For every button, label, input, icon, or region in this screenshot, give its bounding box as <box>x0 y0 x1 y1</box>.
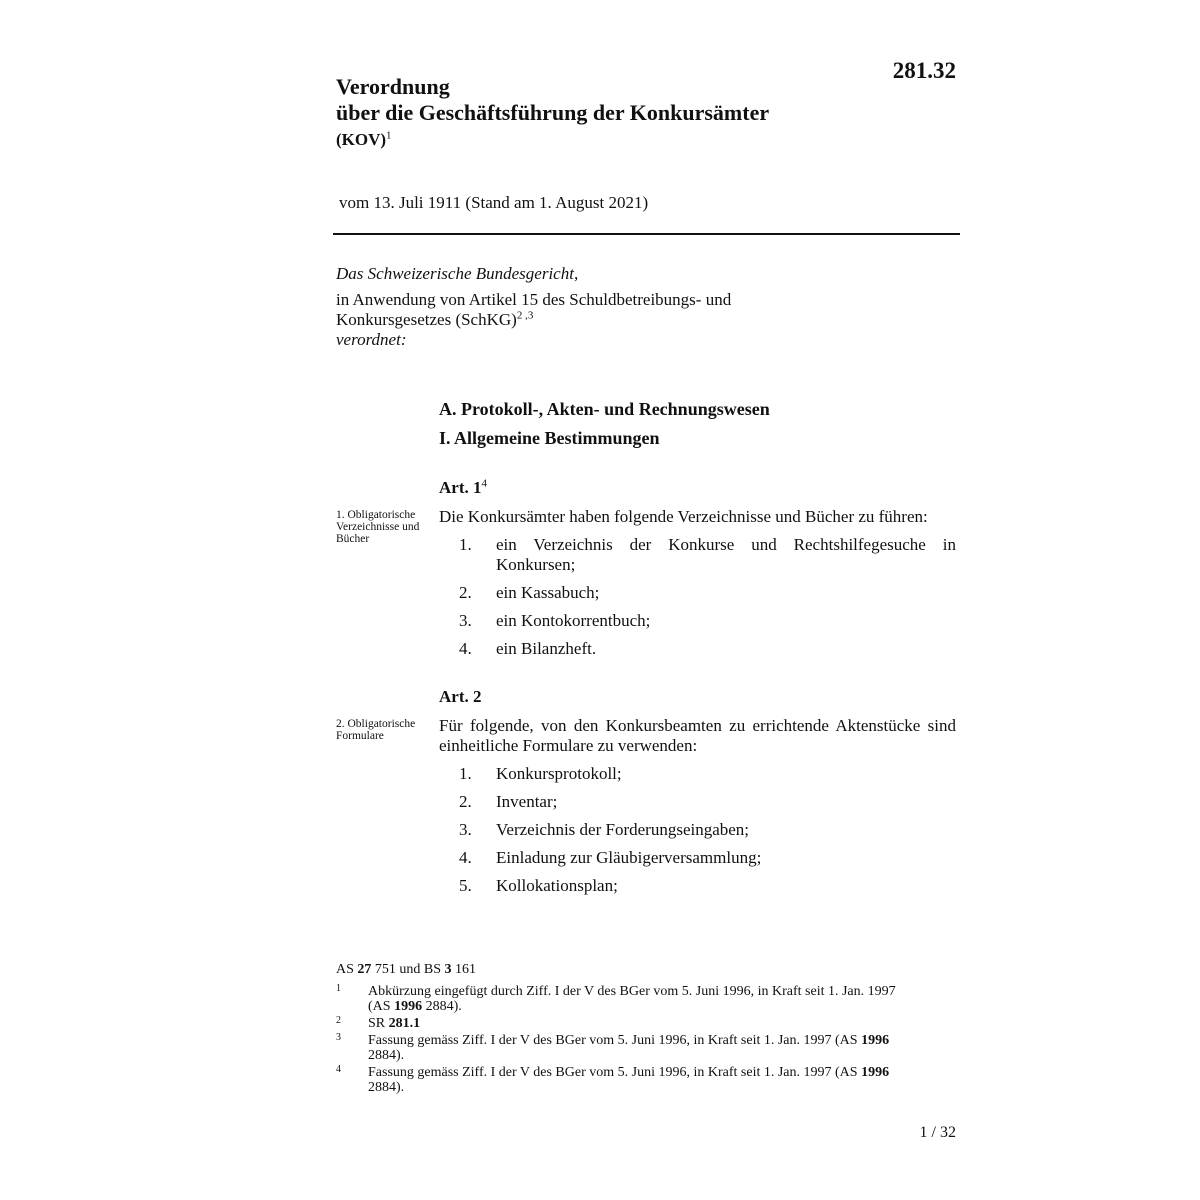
sr-number: 281.32 <box>892 58 956 83</box>
list-item <box>459 583 956 603</box>
footnote <box>336 1065 916 1095</box>
list-item <box>459 848 956 868</box>
footnote-bold: 1996 <box>861 1033 890 1048</box>
section-i-heading: I. Allgemeine Bestimmungen <box>439 428 660 448</box>
preamble-basis-text: Konkursgesetzes (SchKG) <box>336 310 517 329</box>
source-bold: 27 <box>357 962 372 977</box>
list-item-number: 5. <box>459 876 472 895</box>
footnote-number: 4 <box>336 1064 341 1075</box>
title-line-2: über die Geschäftsführung der Konkursämter <box>336 100 770 125</box>
footnote-ref-2-3[interactable]: 2 ,3 <box>516 309 534 322</box>
footnote-bold: 281.1 <box>388 1016 421 1031</box>
source-text: 751 und BS <box>371 962 445 977</box>
footnotes <box>336 984 916 1097</box>
art-2-margin-note: 2. Obligatorische Formulare <box>336 718 416 742</box>
document-date: vom 13. Juli 1911 (Stand am 1. August 2021) <box>339 193 649 212</box>
section-a-heading: A. Protokoll-, Akten- und Rechnungswesen <box>439 399 770 419</box>
list-item <box>459 876 956 896</box>
list-item <box>459 639 956 659</box>
title-line-1: Verordnung <box>336 74 450 99</box>
list-item-text: ein Bilanzheft. <box>496 639 597 658</box>
list-item-number: 1. <box>459 764 472 783</box>
art-1-margin-note: 1. Obligatorische Verzeichnisse und Bücher <box>336 509 420 545</box>
source-text: AS <box>336 962 358 977</box>
source-bold: 3 <box>444 962 452 977</box>
preamble-verb: verordnet: <box>336 330 407 349</box>
list-item-text: Verzeichnis der Forderungseingaben; <box>496 820 750 839</box>
preamble-issuer: Das Schweizerische Bundesgericht, <box>336 264 579 283</box>
document-title <box>336 74 769 126</box>
footnote-text: 2884). <box>368 1080 405 1095</box>
footnote-text: 2884). <box>368 1048 405 1063</box>
title-abbr-text: (KOV) <box>336 130 387 149</box>
footnote-number: 1 <box>336 983 341 994</box>
source-text: 161 <box>451 962 477 977</box>
footnote-text: 2884). <box>422 999 462 1014</box>
list-item-text: ein Kontokorrentbuch; <box>496 611 651 630</box>
list-item-text: Kollokationsplan; <box>496 876 618 895</box>
art-1-heading-text: Art. 1 <box>439 478 482 497</box>
page-number: 1 / 32 <box>919 1124 956 1141</box>
list-item-text: Inventar; <box>496 792 558 811</box>
list-item-number: 4. <box>459 639 472 658</box>
art-1-intro: Die Konkursämter haben folgende Verzeichnisse und Bücher zu führen: <box>439 507 928 526</box>
art-2-list <box>459 764 956 904</box>
footnote-text: SR <box>368 1016 389 1031</box>
list-item-number: 3. <box>459 820 472 839</box>
footnote-text: Abkürzung eingefügt durch Ziff. I der V des BGer vom 5. Juni 1996, in Kraft seit 1. Jan. 1997 (AS <box>368 984 896 1014</box>
footnote <box>336 984 916 1014</box>
footnote-text: Fassung gemäss Ziff. I der V des BGer vom 5. Juni 1996, in Kraft seit 1. Jan. 1997 (AS <box>368 1033 862 1048</box>
title-abbreviation <box>336 130 392 150</box>
list-item-number: 4. <box>459 848 472 867</box>
list-item <box>459 792 956 812</box>
list-item <box>459 535 956 575</box>
preamble-basis-line1: in Anwendung von Artikel 15 des Schuldbetreibungs- und <box>336 290 732 309</box>
list-item <box>459 611 956 631</box>
footnote <box>336 1016 916 1031</box>
footnote-number: 3 <box>336 1032 341 1043</box>
list-item-number: 2. <box>459 583 472 602</box>
list-item-number: 1. <box>459 535 472 554</box>
footnote-ref-4[interactable]: 4 <box>481 477 487 490</box>
footnote-ref-1[interactable]: 1 <box>386 129 392 142</box>
list-item-text: ein Kassabuch; <box>496 583 600 602</box>
preamble <box>336 264 936 350</box>
footnote-text: Fassung gemäss Ziff. I der V des BGer vom 5. Juni 1996, in Kraft seit 1. Jan. 1997 (AS <box>368 1065 862 1080</box>
list-item-text: Konkursprotokoll; <box>496 764 622 783</box>
header-divider <box>333 233 960 235</box>
art-1-heading <box>439 478 487 498</box>
art-1-list <box>459 535 956 667</box>
list-item-number: 3. <box>459 611 472 630</box>
list-item <box>459 764 956 784</box>
list-item-number: 2. <box>459 792 472 811</box>
list-item <box>459 820 956 840</box>
art-2-intro: Für folgende, von den Konkursbeamten zu errichtende Aktenstücke sind einheitliche Formulare zu verwenden: <box>439 716 956 755</box>
list-item-text: Einladung zur Gläubigerversammlung; <box>496 848 762 867</box>
footnote-bold: 1996 <box>861 1065 890 1080</box>
footnote-bold: 1996 <box>394 999 423 1014</box>
list-item-text: ein Verzeichnis der Konkurse und Rechtshilfegesuche in Konkursen; <box>496 535 956 574</box>
footnote-number: 2 <box>336 1015 341 1026</box>
art-2-heading: Art. 2 <box>439 687 482 706</box>
footnote <box>336 1033 916 1063</box>
footnote-source <box>336 962 476 978</box>
preamble-basis-line2 <box>336 310 936 330</box>
